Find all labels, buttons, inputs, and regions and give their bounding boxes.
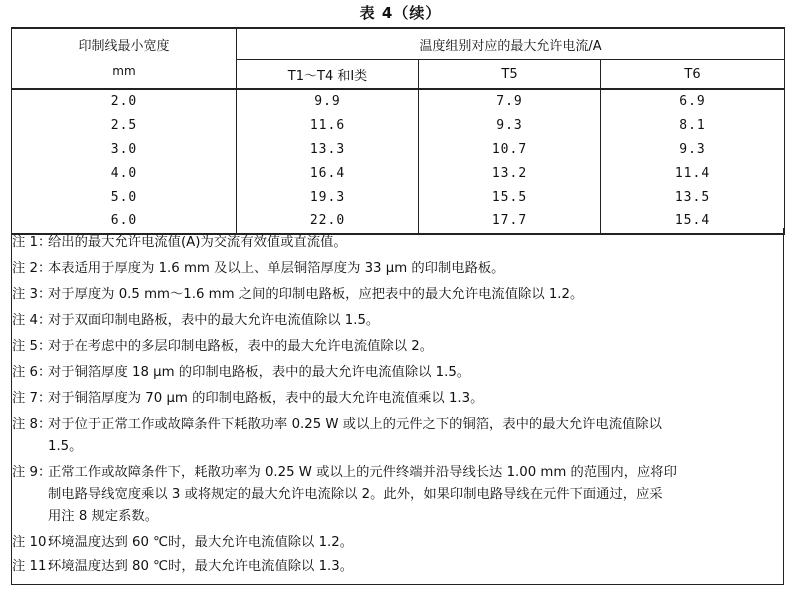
note-8: 注 8： 对于位于正常工作或故障条件下耗散功率 0.25 W 或以上的元件之下的铜箔，表中的最大允许电流值除以	[12, 417, 662, 432]
cell-width: 4.0	[12, 161, 237, 185]
cell-width: 3.0	[12, 138, 237, 162]
note-6: 注 6： 对于铜箔厚度 18 μm 的印制电路板，表中的最大允许电流值除以 1.5。	[12, 365, 471, 380]
cell-t5: 15.5	[419, 185, 601, 209]
cell-t5: 9.3	[419, 114, 601, 138]
current-table	[11, 27, 785, 235]
header-group: 温度组别对应的最大允许电流/A	[237, 28, 785, 60]
cell-t1-t4: 22.0	[237, 209, 419, 234]
cell-t6: 9.3	[601, 138, 785, 162]
cell-t6: 13.5	[601, 185, 785, 209]
cell-width: 2.0	[12, 89, 237, 114]
cell-t6: 8.1	[601, 114, 785, 138]
cell-width: 5.0	[12, 185, 237, 209]
cell-t6: 6.9	[601, 89, 785, 114]
note-4: 注 4： 对于双面印制电路板，表中的最大允许电流值除以 1.5。	[12, 313, 380, 328]
note-9: 注 9： 正常工作或故障条件下，耗散功率为 0.25 W 或以上的元件终端并沿导线长达 1.00 mm 的范围内，应将印	[12, 465, 677, 480]
cell-width: 2.5	[12, 114, 237, 138]
cell-t1-t4: 19.3	[237, 185, 419, 209]
cell-t1-t4: 13.3	[237, 138, 419, 162]
note-7: 注 7： 对于铜箔厚度为 70 μm 的印制电路板，表中的最大允许电流值乘以 1.3。	[12, 391, 484, 406]
table-title: 表 4（续）	[359, 4, 442, 22]
cell-t1-t4: 11.6	[237, 114, 419, 138]
table-row	[12, 114, 785, 138]
cell-t1-t4: 16.4	[237, 161, 419, 185]
cell-t5: 17.7	[419, 209, 601, 234]
header-min-width-label: 印制线最小宽度	[78, 38, 170, 54]
cell-t5: 10.7	[419, 138, 601, 162]
table-row	[12, 89, 785, 114]
note-3: 注 3： 对于厚度为 0.5 mm～1.6 mm 之间的印制电路板，应把表中的最大允许电流值除以 1.2。	[12, 287, 584, 302]
table-row	[12, 138, 785, 162]
note-8-continued: 1.5。	[48, 439, 83, 454]
notes-section	[11, 228, 784, 585]
cell-t6: 11.4	[601, 161, 785, 185]
col-header-t1-t4: T1～T4 和Ⅰ类	[237, 60, 419, 90]
note-2: 注 2： 本表适用于厚度为 1.6 mm 及以上、单层铜箔厚度为 33 μm 的印制电路板。	[12, 261, 505, 276]
note-10: 注 10： 环境温度达到 60 ℃时，最大允许电流值除以 1.2。	[12, 535, 354, 550]
cell-t6: 15.4	[601, 209, 785, 234]
header-min-width-unit: mm	[112, 63, 136, 78]
col-header-t6: T6	[601, 60, 785, 90]
note-11: 注 11： 环境温度达到 80 ℃时，最大允许电流值除以 1.3。	[12, 559, 354, 574]
col-header-t5: T5	[419, 60, 601, 90]
note-1: 注 1： 给出的最大允许电流值(A)为交流有效值或直流值。	[12, 235, 347, 250]
cell-t5: 7.9	[419, 89, 601, 114]
note-5: 注 5： 对于在考虑中的多层印制电路板，表中的最大允许电流值除以 2。	[12, 339, 433, 354]
cell-t5: 13.2	[419, 161, 601, 185]
table-row	[12, 185, 785, 209]
note-9-continued-2: 用注 8 规定系数。	[48, 509, 158, 524]
table-row	[12, 161, 785, 185]
note-9-continued: 制电路导线宽度乘以 3 或将规定的最大允许电流除以 2。此外，如果印制电路导线在元件下面通过，应采	[48, 487, 663, 502]
header-min-width	[12, 28, 237, 89]
cell-width: 6.0	[12, 209, 237, 234]
cell-t1-t4: 9.9	[237, 89, 419, 114]
